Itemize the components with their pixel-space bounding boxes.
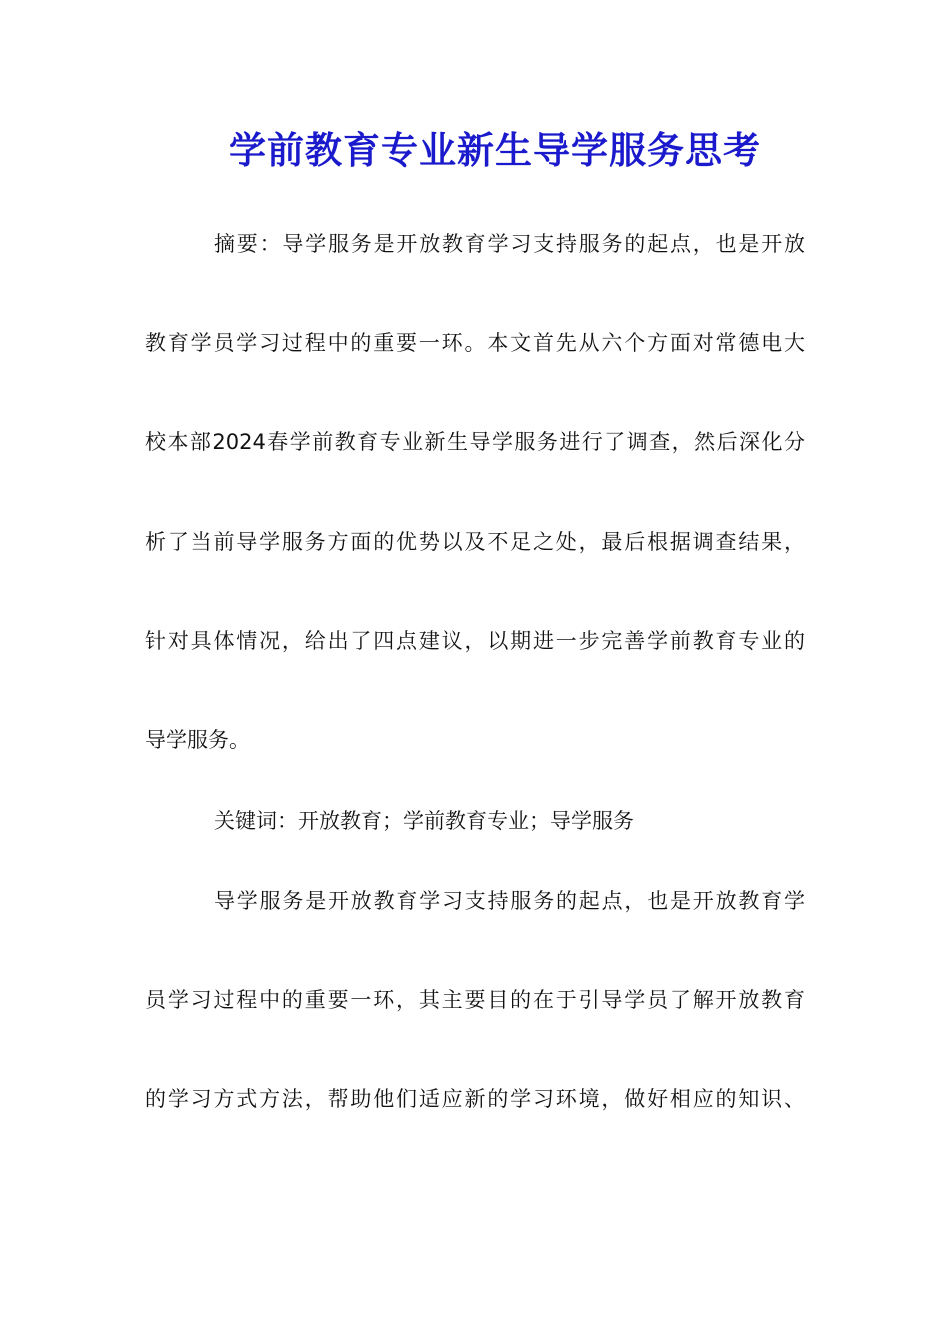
body-line-2: 员学习过程中的重要一环，其主要目的在于引导学员了解开放教育 [145, 988, 805, 1012]
document-title: 学前教育专业新生导学服务思考 [229, 128, 761, 172]
body-line-1: 导学服务是开放教育学习支持服务的起点，也是开放教育学 [214, 889, 805, 913]
abstract-line-2: 教育学员学习过程中的重要一环。本文首先从六个方面对常德电大 [145, 331, 805, 355]
abstract-line-6: 导学服务。 [145, 728, 250, 752]
abstract-line-1: 摘要：导学服务是开放教育学习支持服务的起点，也是开放 [214, 232, 805, 256]
keywords-line: 关键词：开放教育；学前教育专业；导学服务 [214, 809, 634, 833]
body-line-3: 的学习方式方法，帮助他们适应新的学习环境，做好相应的知识、 [145, 1087, 805, 1111]
abstract-line-5: 针对具体情况，给出了四点建议，以期进一步完善学前教育专业的 [145, 629, 805, 653]
abstract-line-3: 校本部2024春学前教育专业新生导学服务进行了调查，然后深化分 [145, 430, 805, 454]
abstract-line-4: 析了当前导学服务方面的优势以及不足之处，最后根据调查结果， [145, 530, 805, 554]
